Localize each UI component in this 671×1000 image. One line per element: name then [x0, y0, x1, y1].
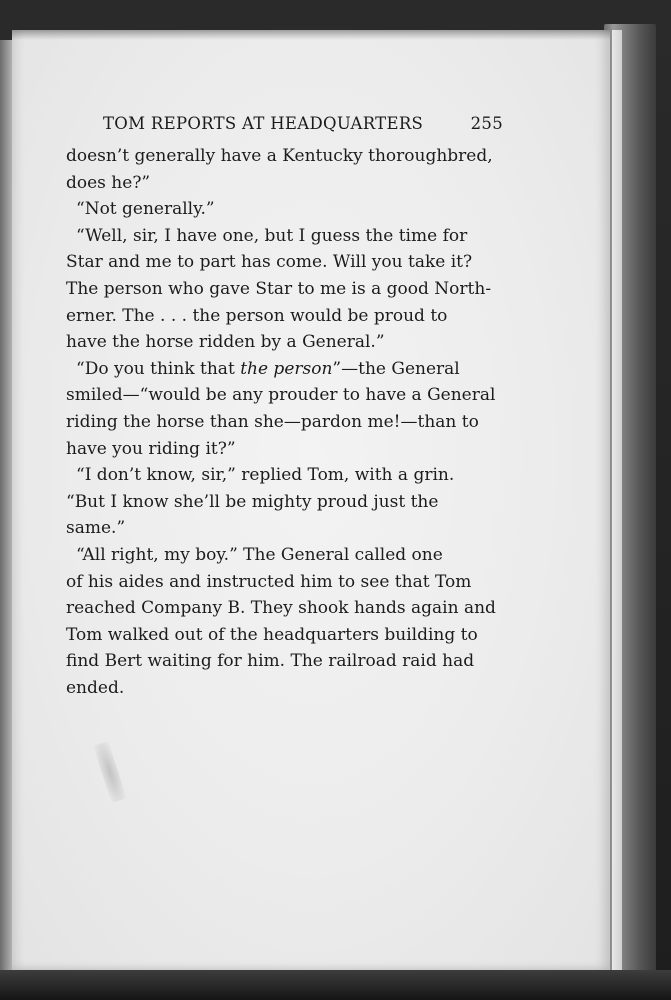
- page-edge: [612, 30, 622, 978]
- text-line: have you riding it?”: [66, 438, 236, 459]
- text-line: same.”: [66, 518, 126, 539]
- text-line: “I don’t know, sir,” replied Tom, with a grin.: [76, 465, 455, 486]
- text-line: “But I know she’ll be mighty proud just the: [66, 491, 439, 512]
- book-bottom-edge: [0, 970, 671, 1000]
- page-number: 255: [470, 114, 503, 133]
- italic-run: the person: [240, 358, 333, 379]
- text-line: erner. The . . . the person would be proud to: [66, 305, 448, 326]
- text-line: of his aides and instructed him to see that Tom: [66, 571, 472, 592]
- text-line: The person who gave Star to me is a good North-: [66, 278, 492, 299]
- text-run: “Do you think that: [76, 358, 241, 379]
- chapter-title: TOM REPORTS AT HEADQUARTERS: [103, 114, 424, 133]
- text-line: Star and me to part has come. Will you take it?: [66, 252, 473, 273]
- text-line: “Not generally.”: [76, 199, 215, 220]
- text-line: [66, 356, 503, 383]
- page-shadow: [12, 30, 610, 40]
- body-text: [66, 143, 503, 701]
- text-line: smiled—“would be any prouder to have a General: [66, 385, 496, 406]
- text-line: “All right, my boy.” The General called one: [76, 544, 443, 565]
- text-line: Tom walked out of the headquarters building to: [66, 624, 478, 645]
- text-line: have the horse ridden by a General.”: [66, 332, 385, 353]
- text-line: “Well, sir, I have one, but I guess the time for: [76, 225, 468, 246]
- running-head: [103, 114, 503, 133]
- text-line: ended.: [66, 677, 125, 698]
- text-line: find Bert waiting for him. The railroad raid had: [66, 651, 475, 672]
- text-line: doesn’t generally have a Kentucky thoroughbred,: [66, 146, 493, 166]
- text-line: reached Company B. They shook hands again and: [66, 598, 496, 619]
- text-run: ”—the General: [332, 358, 460, 379]
- text-line: does he?”: [66, 172, 151, 193]
- text-line: riding the horse than she—pardon me!—than to: [66, 411, 479, 432]
